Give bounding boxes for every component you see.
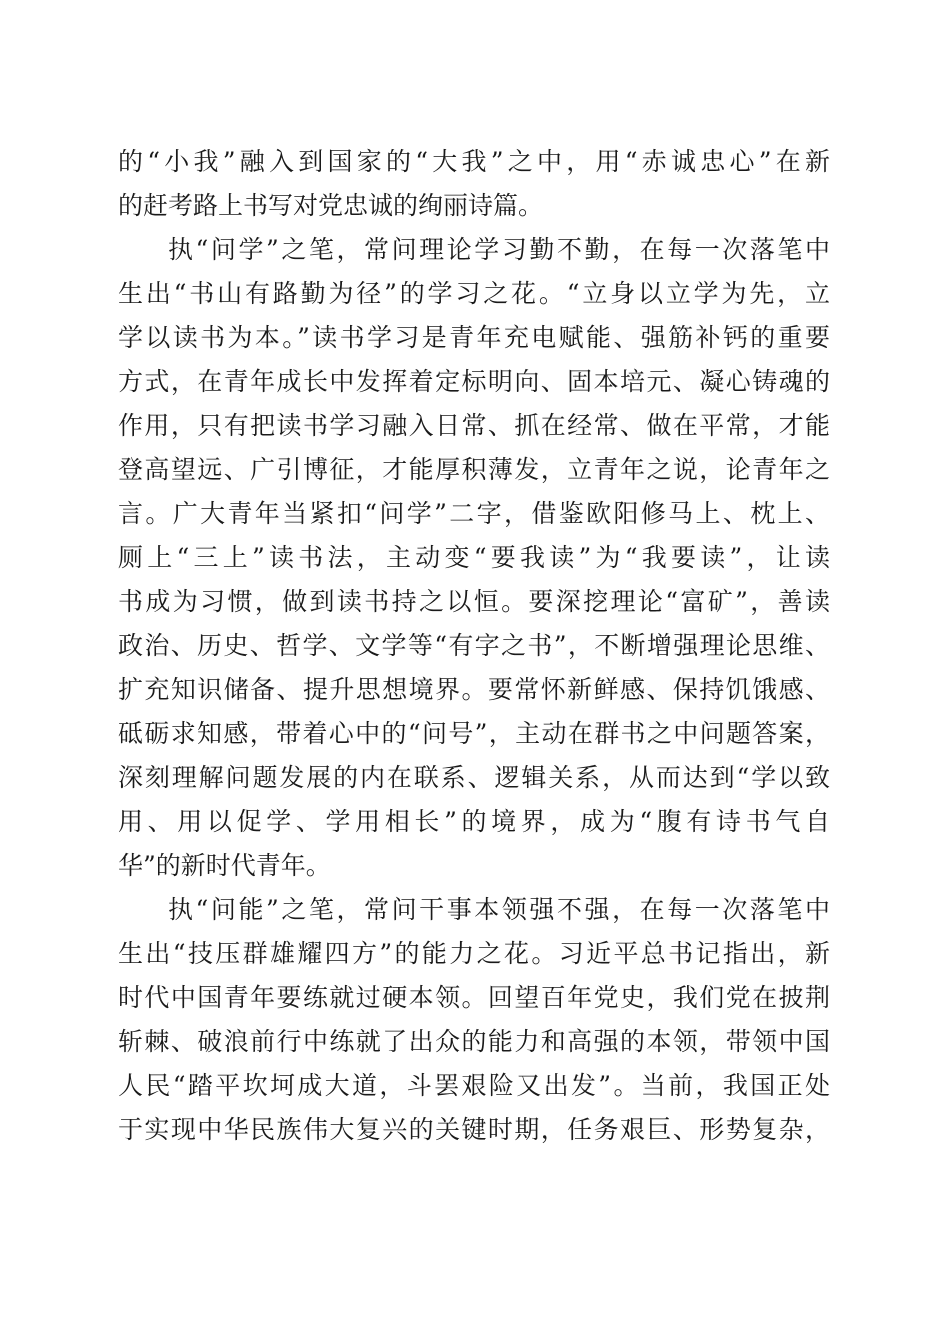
text-line: 人民“踏平坎坷成大道，斗罢艰险又出发”。当前，我国正处 — [118, 1071, 830, 1100]
text-line: 书成为习惯，做到读书持之以恒。要深挖理论“富矿”，善读 — [118, 587, 830, 616]
text-line: 方式，在青年成长中发挥着定标明向、固本培元、凝心铸魂的 — [118, 367, 830, 396]
text-line: 深刻理解问题发展的内在联系、逻辑关系，从而达到“学以致 — [118, 763, 830, 792]
text-line: 的赶考路上书写对党忠诚的绚丽诗篇。 — [118, 191, 544, 220]
text-line: 斩棘、破浪前行中练就了出众的能力和高强的本领，带领中国 — [118, 1027, 830, 1056]
text-line: 作用，只有把读书学习融入日常、抓在经常、做在平常，才能 — [118, 411, 830, 440]
text-line: 华”的新时代青年。 — [118, 851, 331, 880]
text-line: 登高望远、广引博征，才能厚积薄发，立青年之说，论青年之 — [118, 455, 830, 484]
text-line: 扩充知识储备、提升思想境界。要常怀新鲜感、保持饥饿感、 — [118, 675, 830, 704]
text-line: 言。广大青年当紧扣“问学”二字，借鉴欧阳修马上、枕上、 — [118, 499, 830, 528]
text-line: 生出“书山有路勤为径”的学习之花。“立身以立学为先，立 — [118, 279, 830, 308]
text-line: 生出“技压群雄耀四方”的能力之花。习近平总书记指出，新 — [118, 939, 830, 968]
paragraph-first-line: 执“问能”之笔，常问干事本领强不强，在每一次落笔中 — [168, 895, 830, 924]
text-line: 砥砺求知感，带着心中的“问号”，主动在群书之中问题答案， — [118, 719, 830, 748]
text-line: 于实现中华民族伟大复兴的关键时期，任务艰巨、形势复杂， — [118, 1115, 830, 1144]
text-line: 政治、历史、哲学、文学等“有字之书”，不断增强理论思维、 — [118, 631, 830, 660]
text-line: 厕上“三上”读书法，主动变“要我读”为“我要读”，让读 — [118, 543, 830, 572]
text-line: 用、用以促学、学用相长”的境界，成为“腹有诗书气自 — [118, 807, 830, 836]
paragraph-first-line: 执“问学”之笔，常问理论学习勤不勤，在每一次落笔中 — [168, 235, 830, 264]
text-line: 学以读书为本。”读书学习是青年充电赋能、强筋补钙的重要 — [118, 323, 830, 352]
text-line: 时代中国青年要练就过硬本领。回望百年党史，我们党在披荆 — [118, 983, 830, 1012]
text-line: 的“小我”融入到国家的“大我”之中，用“赤诚忠心”在新 — [118, 147, 830, 176]
